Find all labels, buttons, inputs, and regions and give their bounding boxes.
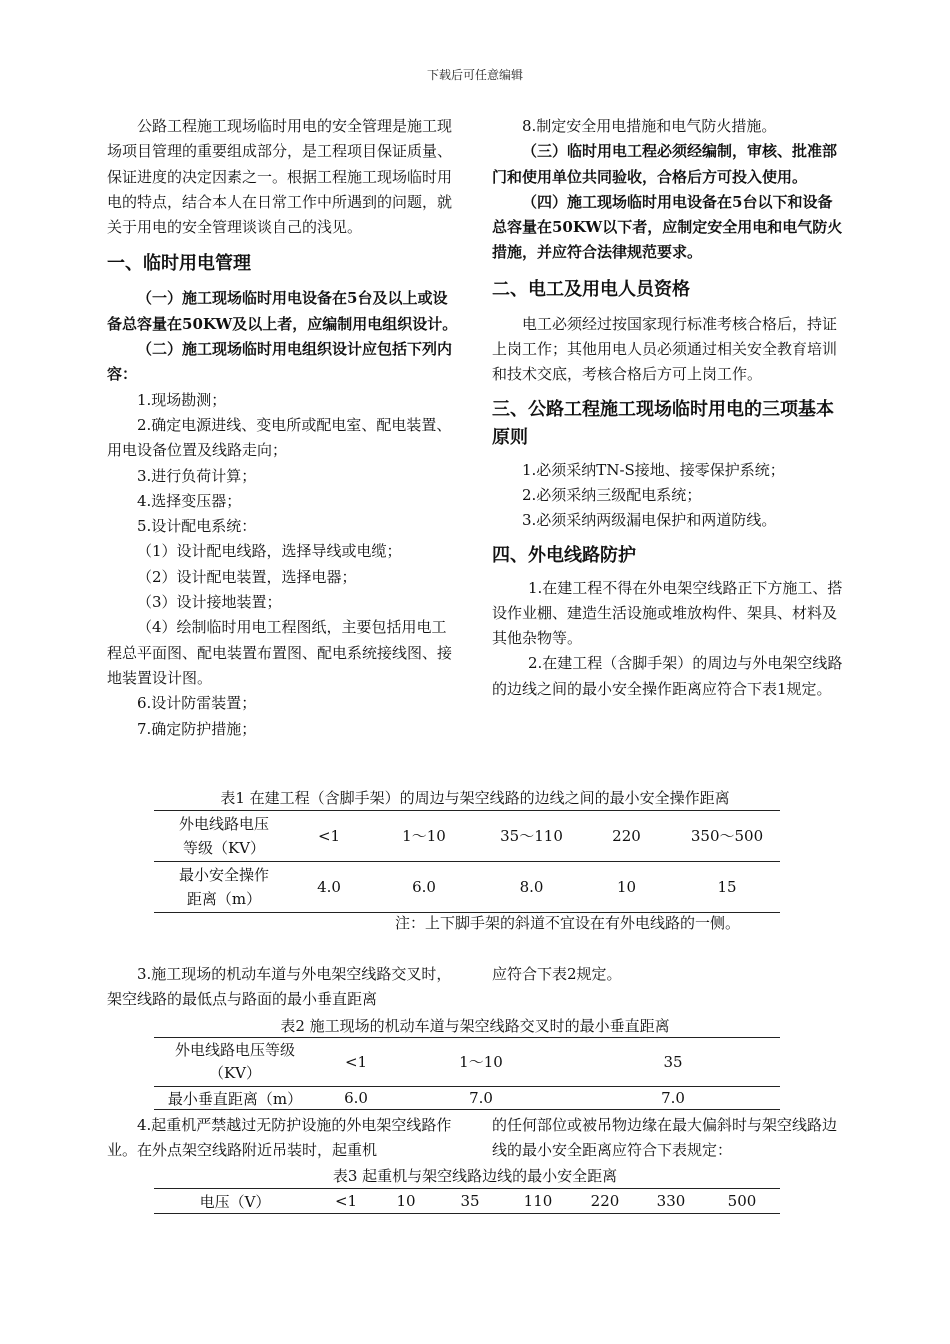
qualification-paragraph: 电工必须经过按国家现行标准考核合格后，持证上岗工作；其他用电人员必须通过相关安全教育培训和技术交底，考核合格后方可上岗工作。 (492, 314, 838, 384)
clause-2: （二）施工现场临时用电组织设计应包括下列内容： (107, 340, 453, 384)
list-item: 2.确定电源进线、变电所或配电室、配电装置、用电设备位置及线路走向； (107, 415, 452, 460)
cell-label: 等级（KV） (182, 839, 266, 857)
paragraph-4-right: 的任何部位或被吊物边缘在最大偏斜时与架空线路边线的最小安全距离应符合下表规定： (492, 1116, 838, 1159)
table-cell: 110 (523, 1192, 553, 1210)
table-row (154, 862, 780, 913)
list-item: （2）设计配电装置，选择电器； (137, 567, 357, 586)
table-row (154, 811, 780, 862)
principle-item: 1.必须采纳TN-S接地、接零保护系统； (522, 460, 785, 479)
page-header: 下载后可任意编辑 (426, 68, 523, 82)
table-cell (154, 1038, 316, 1087)
table3-caption: 表3 起重机与架空线路边线的最小安全距离 (332, 1167, 618, 1185)
table-cell (154, 811, 294, 862)
table-cell: 6.0 (412, 878, 436, 896)
list-item-8: 8.制定安全用电措施和电气防火措施。 (522, 117, 777, 135)
paragraph-3-right: 应符合下表2规定。 (492, 965, 622, 983)
list-item: 3.进行负荷计算； (137, 466, 257, 485)
list-item: 1.现场勘测； (137, 390, 227, 409)
table-cell: 7.0 (661, 1089, 685, 1107)
table-cell: 8.0 (519, 878, 544, 896)
table-cell: 1～10 (364, 811, 484, 862)
table1 (154, 810, 780, 913)
table-cell (154, 862, 294, 913)
intro-paragraph: 公路工程施工现场临时用电的安全管理是施工现场项目管理的重要组成部分，是工程项目保证质量、保证进度的决定因素之一。根据工程施工现场临时用电的特点，结合本人在日常工作中所遇到的问题，就关于用电的安全管理谈谈自己的浅见。 (107, 117, 453, 237)
table-cell: 1～10 (396, 1038, 566, 1087)
protection-item-1: 1.在建工程不得在外电架空线路正下方施工、搭设作业棚、建造生活设施或堆放构件、架具、材料及其他杂物等。 (492, 578, 843, 648)
table-cell: 4.0 (317, 878, 341, 896)
right-column (492, 114, 844, 702)
section-heading-2: 二、电工及用电人员资格 (492, 278, 690, 300)
table-cell: 350～500 (674, 811, 780, 862)
table-cell: 35 (566, 1038, 780, 1087)
table-cell: 最小垂直距离（m） (167, 1089, 303, 1108)
list-item: （3）设计接地装置； (137, 593, 282, 612)
section-heading-3: 三、公路工程施工现场临时用电的三项基本原则 (492, 398, 834, 448)
table-cell: 330 (656, 1192, 686, 1210)
table-row (154, 1087, 780, 1110)
paragraph-3-left: 3.施工现场的机动车道与外电架空线路交叉时，架空线路的最低点与路面的最小垂直距离 (107, 965, 452, 1008)
table-cell: 35 (460, 1192, 480, 1210)
cell-label: 外电线路电压 (178, 815, 269, 833)
table-row (154, 1189, 780, 1214)
clause-1: （一）施工现场临时用电设备在5台及以上或设备总容量在50KW及以上者，应编制用电组织设计。 (107, 289, 458, 333)
cell-label: 距离（m） (186, 890, 262, 908)
list-item: 6.设计防雷装置； (137, 694, 257, 713)
table-row (154, 1038, 780, 1087)
list-item: （4）绘制临时用电工程图纸，主要包括用电工程总平面图、配电装置布置图、配电系统接线图、接地装置设计图。 (107, 618, 453, 687)
protection-item-2: 2.在建工程（含脚手架）的周边与外电架空线路的边线之间的最小安全操作距离应符合下表1规定。 (492, 654, 843, 698)
table-cell: 500 (727, 1192, 757, 1210)
table-cell: 6.0 (344, 1089, 368, 1107)
cell-label: 外电线路电压等级 (174, 1041, 295, 1059)
list-item: 4.选择变压器； (137, 491, 242, 510)
section-heading-4: 四、外电线路防护 (492, 544, 636, 566)
table-cell: 220 (579, 811, 674, 862)
list-item: 5.设计配电系统： (137, 517, 257, 536)
table-cell: <1 (316, 1038, 396, 1087)
table2 (154, 1037, 780, 1110)
table-cell: 10 (616, 878, 637, 896)
clause-4: （四）施工现场临时用电设备在5台以下和设备总容量在50KW以下者，应制定安全用电和电气防火措施，并应符合法律规范要求。 (492, 192, 843, 262)
principle-item: 3.必须采纳两级漏电保护和两道防线。 (522, 511, 777, 530)
table-cell: 15 (717, 878, 737, 896)
clause-3: （三）临时用电工程必须经编制，审核、批准部门和使用单位共同验收，合格后方可投入使用。 (492, 142, 838, 186)
cell-label: 最小安全操作 (178, 866, 269, 884)
list-item: 7.确定防护措施； (137, 719, 257, 738)
table-cell: <1 (334, 1192, 358, 1210)
section-heading-1: 一、临时用电管理 (107, 253, 251, 275)
table-cell: <1 (294, 811, 364, 862)
paragraph-4-left: 4.起重机严禁越过无防护设施的外电架空线路作业。在外点架空线路附近吊装时，起重机 (107, 1116, 452, 1159)
table-cell: 电压（V） (199, 1192, 271, 1211)
table1-note: 注：上下脚手架的斜道不宜设在有外电线路的一侧。 (395, 914, 741, 932)
table1-caption: 表1 在建工程（含脚手架）的周边与架空线路的边线之间的最小安全操作距离 (220, 789, 730, 807)
table2-caption: 表2 施工现场的机动车道与架空线路交叉时的最小垂直距离 (280, 1017, 670, 1035)
table-cell: 7.0 (469, 1089, 493, 1107)
table3 (154, 1188, 780, 1214)
principle-item: 2.必须采纳三级配电系统； (522, 485, 702, 504)
table-cell: 10 (396, 1192, 416, 1210)
cell-label: （KV） (208, 1064, 262, 1082)
left-column (107, 114, 459, 742)
table-cell: 220 (590, 1192, 620, 1210)
table-cell: 35～110 (484, 811, 579, 862)
list-item: （1）设计配电线路，选择导线或电缆； (137, 542, 402, 561)
